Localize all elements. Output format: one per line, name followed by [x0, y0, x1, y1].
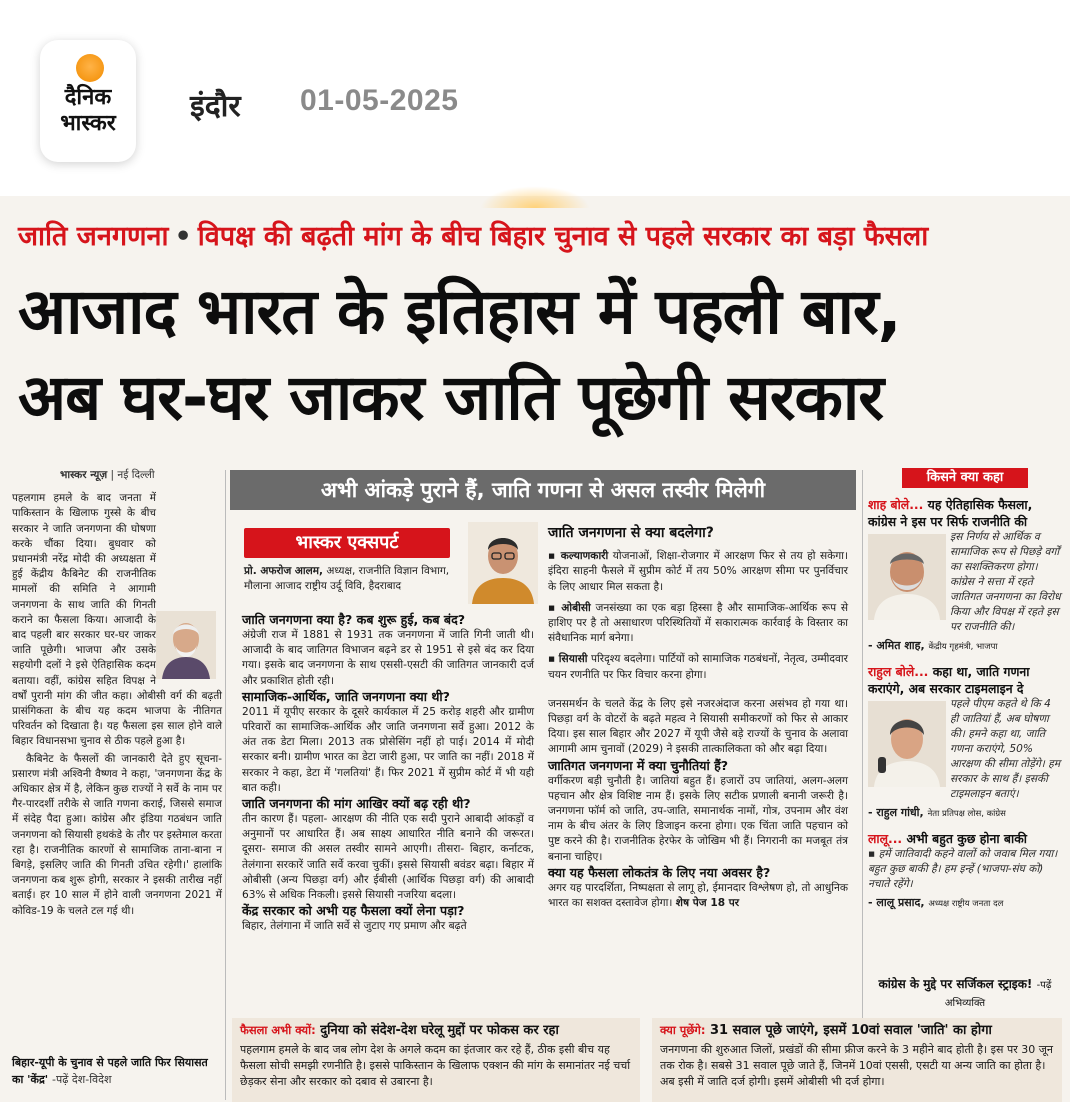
- pm-photo: [156, 611, 216, 679]
- answer-4: बिहार, तेलंगाना में जाति सर्वे से जुटाए गए प्रमाण और बढ़ते: [242, 920, 467, 933]
- reactions-tag: किसने क्या कहा: [902, 468, 1028, 488]
- kicker-text: विपक्ष की बढ़ती मांग के बीच बिहार चुनाव से पहले सरकार का बड़ा फैसला: [197, 221, 929, 252]
- portrait-image-icon: [468, 522, 538, 604]
- lalu-label: लालू...: [868, 831, 903, 846]
- answer-6-text: अगर यह पारदर्शिता, निष्पक्षता से लागू हो, ईमानदार विश्लेषण हो, तो आधुनिक भारत का सशक्त दस्तावेज होगा।: [548, 881, 848, 910]
- shah-photo: [868, 534, 946, 620]
- expert-explainer-box: [230, 470, 856, 1016]
- byline-place: | नई दिल्ली: [110, 469, 155, 481]
- right-footer-headline: कांग्रेस के मुद्दे पर सर्जिकल स्ट्राइक!: [878, 977, 1033, 991]
- expert-qa-right: [548, 526, 848, 911]
- change-bullet-3-text: परिदृश्य बदलेगा। पार्टियों को सामाजिक गठबंधनों, नेतृत्व, उम्मीदवार चयन रणनीति पर फिर विचार करना होगा।: [548, 653, 848, 681]
- logo-text-line2: भास्कर: [60, 111, 116, 136]
- change-bullet-3: ▪ सियासी परिदृश्य बदलेगा। पार्टियों को सामाजिक गठबंधनों, नेतृत्व, उम्मीदवार चयन रणनीति पर फिर विचार करना होगा।: [548, 653, 848, 681]
- lead-paragraph-1: [12, 491, 222, 749]
- shah-role: केंद्रीय गृहमंत्री, भाजपा: [928, 642, 998, 652]
- portrait-image-icon: [156, 611, 216, 679]
- rahul-name: - राहुल गांधी,: [868, 806, 924, 819]
- questions-box: [652, 1018, 1062, 1102]
- questions-label: क्या पूछेंगे:: [660, 1023, 706, 1037]
- change-bullet-3-head: सियासी: [558, 653, 588, 666]
- sun-logo-icon: [76, 54, 104, 82]
- expert-credit: [244, 564, 476, 594]
- rahul-photo: [868, 701, 946, 787]
- rahul-label: राहुल बोले...: [868, 664, 929, 679]
- page-fold-glow: [480, 186, 590, 208]
- why-now-text: पहलगाम हमले के बाद जब लोग देश के अगले कदम का इंतजार कर रहे हैं, ठीक इसी बीच यह फैसला सोची समझी रणनीति है। इससे पाकिस्तान के खिलाफ एक्शन की मांग के समानांतर नई चर्चा छेड़कर सेना और सरकार को दबाव से उबारना है।: [240, 1043, 631, 1088]
- questions-heading: 31 सवाल पूछे जाएंगे, इसमें 10वां सवाल 'जाति' का होगा: [710, 1023, 992, 1038]
- question-1: जाति जनगणना क्या है? कब शुरू हुई, कब बंद?: [242, 612, 466, 627]
- expert-tag: भास्कर एक्सपर्ट: [244, 528, 450, 558]
- kicker-line: [18, 216, 1058, 262]
- lalu-headline: [868, 830, 1062, 847]
- left-footer-teaser[interactable]: [12, 1054, 222, 1088]
- logo-text-line1: दैनिक: [64, 85, 112, 110]
- lalu-signature: [868, 895, 1062, 912]
- portrait-image-icon: [868, 534, 946, 620]
- answer-1: अंग्रेजी राज में 1881 से 1931 तक जनगणना में जाति गिनी जाती थी। आजादी के बाद जातिगत विभाजन बढ़ने डर से 1951 से इसे बंद कर दिया गया। इसके बाद जनगणना के साथ एससी-एसटी की जातिगत जानकारी दर्ज और प्रकाशित होती रही।: [242, 629, 534, 687]
- shah-headline: [868, 496, 1062, 530]
- headline-line-2: अब घर-घर जाकर जाति पूछेगी सरकार: [18, 361, 883, 434]
- rahul-role: नेता प्रतिपक्ष लोस, कांग्रेस: [927, 809, 1006, 819]
- newspaper-logo[interactable]: [40, 40, 136, 162]
- lalu-quote: ▪ हमें जातिवादी कहने वालों को जवाब मिल गया। बहुत कुछ बाकी है। हम इन्हें (भाजपा-संघ को) नचाते रहेंगे।: [868, 848, 1058, 890]
- why-now-box: [232, 1018, 640, 1102]
- why-now-title: [240, 1022, 632, 1039]
- change-bullet-1-text: योजनाओं, शिक्षा-रोजगार में आरक्षण फिर से तय हो सकेगा। इंदिरा साहनी फैसले में सुप्रीम कोर्ट में तय 50% आरक्षण सीमा पर पुनर्विचार के लिए आधार मिल सकता है।: [548, 550, 848, 593]
- question-2: सामाजिक-आर्थिक, जाति जनगणना क्या थी?: [242, 688, 450, 704]
- explainer-title: अभी आंकड़े पुराने हैं, जाति गणना से असल तस्वीर मिलेगी: [230, 470, 856, 510]
- rahul-headline-text: कहा था, जाति गणना कराएंगे, अब सरकार टाइमलाइन दे: [868, 664, 1030, 696]
- questions-title: [660, 1022, 1054, 1039]
- edition-date: 01-05-2025: [300, 84, 459, 117]
- shah-name: - अमित शाह,: [868, 639, 925, 652]
- rahul-quote: [868, 697, 1062, 802]
- shah-quote: [868, 530, 1062, 635]
- portrait-image-icon: [868, 701, 946, 787]
- shah-quote-text: इस निर्णय से आर्थिक व सामाजिक रूप से पिछड़े वर्गों का सशक्तिकरण होगा। कांग्रेस ने सत्ता में रहते जातिगत जनगणना का विरोध किया और विपक्ष में रहते इस पर राजनीति की।: [950, 531, 1061, 633]
- rahul-headline: [868, 663, 1062, 697]
- shah-headline-text: यह ऐतिहासिक फैसला, कांग्रेस ने इस पर सिर्फ राजनीति की: [868, 497, 1033, 529]
- continued-page-link[interactable]: शेष पेज 18 पर: [675, 897, 740, 910]
- change-bullet-1-head: कल्याणकारी: [560, 550, 609, 563]
- change-bullet-2-head: ओबीसी: [561, 601, 591, 614]
- column-divider: [862, 470, 863, 1020]
- bullet-separator: •: [174, 221, 192, 252]
- answer-2: 2011 में यूपीए सरकार के दूसरे कार्यकाल में 25 करोड़ शहरी और ग्रामीण परिवारों का सामाजिक-आर्थिक और जाति जनगणना सर्वे हुआ। 2012 के अंत तक डेटा मिला। 2013 तक प्रोसेसिंग नहीं हो पाई। 2014 में मोदी सरकार बनी। ग्रामीण भारत का डेटा जारी हुआ, पर जाति का नहीं। 2018 में सरकार ने कहा, डेटा में 'गलतियां' हैं। फिर 2021 में सुप्रीम कोर्ट में भी यही बात कही।: [242, 705, 534, 794]
- headline-line-1: आजाद भारत के इतिहास में पहली बार,: [18, 275, 901, 348]
- rahul-signature: [868, 805, 1062, 822]
- change-bullet-2-text: जनसंख्या का एक बड़ा हिस्सा है और सामाजिक-आर्थिक रूप से हाशिए पर है तो असाधारण परिस्थितियों में सकारात्मक कार्रवाई के विस्तार का संवैधानिक मार्ग बनेगा।: [548, 601, 848, 645]
- lalu-name: - लालू प्रसाद,: [868, 896, 925, 909]
- question-6: क्या यह फैसला लोकतंत्र के लिए नया अवसर है?: [548, 864, 771, 880]
- why-now-heading: दुनिया को संदेश-देश घरेलू मुद्दों पर फोकस कर रहा: [320, 1023, 559, 1038]
- byline-source: भास्कर न्यूज़: [60, 469, 108, 481]
- kicker-label: जाति जनगणना: [18, 221, 169, 252]
- answer-5: वर्गीकरण बड़ी चुनौती है। जातियां बहुत हैं। हजारों उप जातियां, अलग-अलग पहचान और क्षेत्र विशिष्ट नाम हैं। इसके लिए सटीक प्रणाली बनानी जरूरी है। जनगणना फॉर्म को जाति, उप-जाति, समानार्थक नामों, गोत्र, उपनाम और वंश नाम के बीच अंतर के लिए डिजाइन करना होगा। एक चिंता जाति पहचान को पुष्ट करने की है। राजनीतिक हेरफेर के जोखिम भी हैं। निगरानी का मजबूत तंत्र बनाना चाहिए।: [548, 774, 848, 863]
- question-4: केंद्र सरकार को अभी यह फैसला क्यों लेना पड़ा?: [242, 903, 465, 919]
- shah-signature: [868, 638, 1062, 655]
- reactions-column: [868, 468, 1062, 1028]
- lalu-quote-text: हमें जातिवादी कहने वालों को जवाब मिल गया। बहुत कुछ बाकी है। हम इन्हें (भाजपा-संघ को) नचाते रहेंगे।: [868, 848, 1058, 890]
- questions-text: जनगणना की शुरुआत जिलों, प्रखंडों की सीमा फ्रीज करने के 3 महीने बाद होती है। इस पर 30 जून तक रोक है। सबसे 31 सवाल पूछे जाते हैं, जिनमें 10वां एससी, एसटी या अन्य जाति का होता है। अब इसी में जाति दर्ज होगी। इसमें ओबीसी भी दर्ज होगा।: [660, 1043, 1053, 1088]
- lead-paragraph-2: कैबिनेट के फैसलों की जानकारी देते हुए सूचना-प्रसारण मंत्री अश्विनी वैष्णव ने कहा, 'जनगणना केंद्र के अधिकार क्षेत्र में है, लेकिन कुछ राज्यों ने सर्वे के नाम पर गैर-पारदर्शी तरीके से जाति गणना कराई, जिससे समाज में संदेह पैदा हुआ। कांग्रेस और इंडिया गठबंधन जाति जनगणना को सियासी हथकंडे के तौर पर इस्तेमाल करता रहा है। राजनीतिक कारणों से सामाजिक ताना-बाना न बिगड़े, इसलिए जाति की गिनती उचित रहेगी।' हालांकि जनगणना कब शुरू होगी, सरकार ने इसकी तारीख नहीं बताई। हर 10 साल में होने वाली जनगणना 2021 में कोविड-19 के चलते टल गई थी।: [12, 752, 222, 917]
- expert-qa-left: [242, 612, 534, 934]
- answer-3: तीन कारण हैं। पहला- आरक्षण की नीति एक सदी पुराने आबादी आंकड़ों व अनुमानों पर आधारित हैं। अब साक्ष्य आधारित नीति बनाने की जरूरत। दूसरा- समाज की असल तस्वीर सामने आएगी। तीसरा- बिहार, कर्नाटक, तेलंगाना सरकारें जाति सर्वे करवा चुकीं। इससे सियासी बवंडर बढ़ा। बिहार में ओबीसी (अन्य पिछड़ा वर्ग) और ईबीसी (आर्थिक पिछड़ा वर्ग) की आबादी 63% से अधिक निकली। इससे सियासी नजरिया बदला।: [242, 813, 534, 902]
- left-footer-reference: -पढ़ें देश-विदेश: [52, 1073, 112, 1086]
- shah-label: शाह बोले...: [868, 497, 924, 512]
- lead-story-column: [12, 468, 222, 1100]
- question-3: जाति जनगणना की मांग आखिर क्यों बढ़ रही थी?: [242, 796, 471, 812]
- left-footer-headline: बिहार-यूपी के चुनाव से पहले जाति फिर सियासत का 'केंद्र': [12, 1056, 208, 1086]
- column-divider: [225, 470, 226, 1100]
- expert-description: अध्यक्ष, राजनीति विज्ञान विभाग, मौलाना आजाद राष्ट्रीय उर्दू विवि, हैदराबाद: [244, 565, 450, 592]
- lalu-role: अध्यक्ष राष्ट्रीय जनता दल: [928, 899, 1004, 909]
- rahul-quote-text: पहले पीएम कहते थे कि 4 ही जातियां हैं, अब घोषणा की। हमने कहा था, जाति गणना कराएंगे, 50% आरक्षण की सीमा तोड़ेंगे। हम सरकार के साथ हैं। इसकी टाइमलाइन बताएं।: [950, 698, 1061, 800]
- right-footer-reference: -पढ़ें अभिव्यक्ति: [944, 980, 1052, 1009]
- answer-4-continued: जनसमर्थन के चलते केंद्र के लिए इसे नजरअंदाज करना असंभव हो गया था। पिछड़ा वर्ग के वोटरों के बढ़ते महत्व ने सियासी समीकरणों को फिर से आकार दिया। इस साल बिहार और 2027 में यूपी जैसे बड़े राज्यों के चुनाव के अलावा आगामी आम चुनावों (2029) ने इसकी तात्कालिकता को और बढ़ा दिया।: [548, 697, 848, 756]
- lead-paragraph-1-text: पहलगाम हमले के बाद जनता में पाकिस्तान के खिलाफ गुस्से के बीच सरकार ने जाति जनगणना की घोषणा करके चौंका दिया। बुधवार को प्रधानमंत्री नरेंद्र मोदी की अध्यक्षता में हुई केंद्रीय कैबिनेट की राजनीतिक मामलों की समिति ने आगामी जनगणना के साथ जाति की गिनती कराने का फैसला किया। आजादी के बाद पहली बार सरकार घर-घर जाकर जाति पूछेगी। भाजपा और उसके सहयोगी दलों ने इसे ऐतिहासिक कदम बताया। वहीं, कांग्रेस सहित विपक्ष ने वर्षों पुरानी मांग की जीत कहा। ओबीसी वर्ग की बढ़ती प्रासंगिकता के बीच यह कदम भाजपा के नीतिगत परिवर्तन को दिखाता है। यह फैसला इस साल होने वाले बिहार विधानसभा चुनाव से ठीक पहले हुआ है।: [12, 492, 222, 748]
- lalu-headline-text: अभी बहुत कुछ होना बाकी: [906, 831, 1027, 846]
- edition-city: इंदौर: [190, 89, 241, 124]
- question-5: जातिगत जनगणना में क्या चुनौतियां हैं?: [548, 757, 729, 773]
- app-header: [0, 0, 1070, 196]
- answer-6: [548, 881, 848, 911]
- change-bullet-1: ▪ कल्याणकारी योजनाओं, शिक्षा-रोजगार में आरक्षण फिर से तय हो सकेगा। इंदिरा साहनी फैसले में सुप्रीम कोर्ट में तय 50% आरक्षण सीमा पर पुनर्विचार के लिए आधार मिल सकता है।: [548, 550, 848, 593]
- right-footer-teaser[interactable]: [868, 976, 1062, 1012]
- expert-photo: [468, 522, 538, 604]
- what-changes-heading: जाति जनगणना से क्या बदलेगा?: [548, 525, 714, 541]
- why-now-label: फैसला अभी क्यों:: [240, 1023, 316, 1037]
- change-bullet-2: ▪ ओबीसी जनसंख्या का एक बड़ा हिस्सा है और सामाजिक-आर्थिक रूप से हाशिए पर है तो असाधारण परिस्थितियों में सकारात्मक कार्रवाई के विस्तार का संवैधानिक मार्ग बनेगा।: [548, 601, 848, 645]
- byline: [12, 468, 222, 483]
- expert-name: प्रो. अफरोज आलम,: [244, 565, 324, 577]
